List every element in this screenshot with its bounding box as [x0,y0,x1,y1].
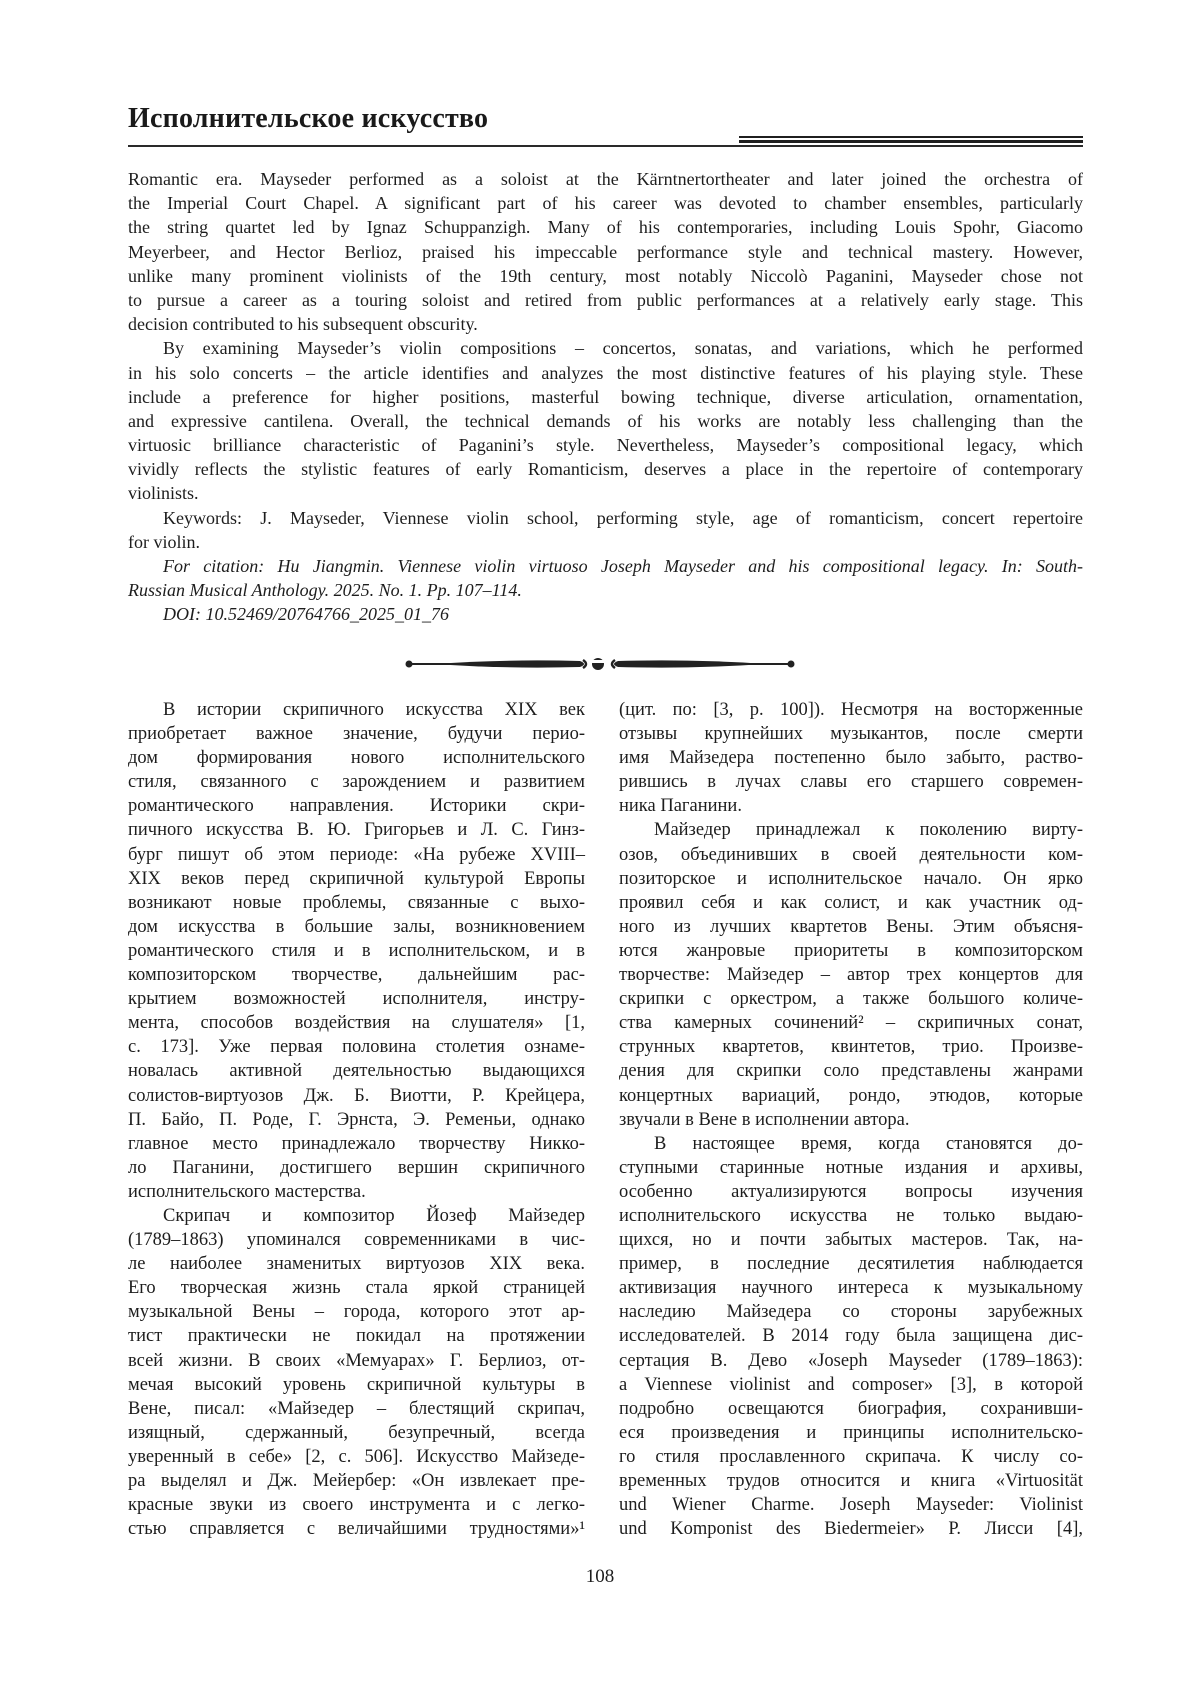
text-line: композиторском творчестве, дальнейшим рас- [128,965,585,986]
paragraph [128,602,1083,626]
text-line: the Imperial Court Chapel. A significant part of his career was devoted to chamber ensembles, particularly [128,193,1083,214]
paragraph [128,506,1083,554]
text-line: озов, объединивших в своей деятельности ком- [619,844,1083,865]
text-line: in his solo concerts – the article identifies and analyzes the most distinctive features of his playing style. These [128,362,1083,383]
paragraph [619,698,1083,818]
text-line: сертация В. Дево «Joseph Mayseder (1789–1863): [619,1350,1083,1371]
text-line: Майзедер принадлежал к поколению вирту- [654,820,1083,841]
text-line: мечая высокий уровень скрипичной культуры в [128,1374,585,1395]
text-line: щихся, но и почти забытых мастеров. Так, на- [619,1230,1083,1251]
text-line: Keywords: J. Mayseder, Viennese violin school, performing style, age of romanticism, concert repertoire [163,507,1083,528]
text-line: ло Паганини, достигшего вершин скрипичного [128,1157,585,1178]
text-line: творчестве: Майзедер – автор трех концертов для [619,965,1083,986]
text-line: уверенный в себе» [2, с. 506]. Искусство Майзеде- [128,1446,585,1467]
text-line: дом искусства в большие залы, возникновением [128,916,585,937]
text-line: В настоящее время, когда становятся до- [654,1133,1083,1154]
text-line: крытием возможностей исполнителя, инстру- [128,989,585,1010]
text-line: концертных вариаций, рондо, этюдов, которые [619,1085,1083,1106]
text-line: позиторское и исполнительское начало. Он ярко [619,868,1083,889]
text-line: с. 173]. Уже первая половина столетия ознаме- [128,1037,585,1058]
text-line: und Wiener Charme. Joseph Mayseder: Violinist [619,1495,1083,1516]
text-line: ра выделял и Дж. Мейербер: «Он извлекает пре- [128,1471,585,1491]
text-line: имя Майзедера постепенно было забыто, раство- [619,748,1083,769]
text-line: дения для скрипки соло представлены жанрами [619,1061,1083,1082]
text-line: пример, в последние десятилетия наблюдается [619,1254,1083,1275]
text-line: стиля, связанного с зарождением и развитием [128,772,585,793]
text-line: романтического стиля и в исполнительском, и в [128,940,585,961]
paragraph [619,818,1083,1131]
text-line: violinists. [128,483,199,504]
paragraph [128,698,585,1204]
text-line: подробно освещаются биография, сохранивши- [619,1398,1083,1419]
text-line: XIX веков перед скрипичной культурой Европы [128,868,585,889]
text-line: солистов-виртуозов Дж. Б. Виотти, Р. Крейцера, [128,1085,585,1106]
text-line: отзывы крупнейших музыкантов, после смерти [619,724,1083,745]
text-line: музыкальной Вены – города, которого этот ар- [128,1302,585,1323]
text-line: (1789–1863) упоминался современниками в чис- [128,1230,585,1251]
text-line: исполнительского искусства не только выдаю- [619,1205,1083,1226]
page-number: 108 [585,1566,615,1587]
text-line: Meyerbeer, and Hector Berlioz, praised his impeccable performance style and technical mastery. However, [128,241,1083,262]
paragraph [128,167,1083,336]
text-line: unlike many prominent violinists of the 19th century, most notably Niccolò Paganini, Mayseder chose not [128,265,1083,286]
text-line: ются жанровые приоритеты в композиторском [619,940,1083,961]
section-divider-ornament [405,654,795,674]
text-line: активизация научного интереса к музыкальному [619,1278,1083,1299]
text-line: (цит. по: [3, p. 100]). Несмотря на восторженные [619,700,1083,720]
text-line: временных трудов относится и книга «Virtuosität [619,1471,1083,1491]
text-line: decision contributed to his subsequent obscurity. [128,314,478,335]
header-decorative-rule [739,136,1083,138]
paragraph [128,554,1083,602]
text-line: исполнительского мастерства. [128,1181,366,1202]
header-rule [128,145,1083,147]
text-line: the string quartet led by Ignaz Schuppanzigh. Many of his contemporaries, including Louis Spohr, Giacomo [128,217,1083,238]
text-line: наследию Майзедера со стороны зарубежных [619,1302,1083,1323]
text-line: еся произведения и принципы исполнительско- [619,1422,1083,1443]
text-line: тист практически не покидал на протяжении [128,1326,585,1347]
text-line: го стиля прославленного скрипача. К числу со- [619,1446,1083,1467]
header-decorative-rule [739,140,1083,143]
text-line: for violin. [128,531,200,552]
text-line: приобретает важное значение, будучи перио- [128,724,585,745]
text-line: дом формирования нового исполнительского [128,748,585,769]
text-line: ного из лучших квартетов Вены. Этим объясня- [619,916,1083,937]
text-line: Вене, писал: «Майзедер – блестящий скрипач, [128,1398,585,1419]
text-line: Romantic era. Mayseder performed as a soloist at the Kärntnertortheater and later joined the orchestra of [128,169,1083,189]
text-line: und Komponist des Biedermeier» Р. Лисси [4], [619,1519,1083,1540]
text-line: рившись в лучах славы его старшего современ- [619,772,1083,793]
text-line: проявил себя и как солист, и как участник од- [619,892,1083,913]
text-line: DOI: 10.52469/20764766_2025_01_76 [163,604,449,625]
text-line: особенно актуализируются вопросы изучения [619,1181,1083,1202]
text-line: Скрипач и композитор Йозеф Майзедер [163,1205,585,1226]
paragraph [619,1132,1083,1542]
text-line: Russian Musical Anthology. 2025. No. 1. Pp. 107–114. [128,580,522,601]
text-line: романтического направления. Историки скри- [128,796,585,817]
text-line: В истории скрипичного искусства XIX век [163,700,585,720]
abstract [128,167,1083,627]
text-line: бург пишут об этом периоде: «На рубеже XVIII– [128,844,585,865]
text-line: virtuosic brilliance characteristic of Paganini’s style. Nevertheless, Mayseder’s compositional legacy, which [128,435,1083,456]
section-title: Исполнительское искусство [128,103,489,134]
text-line: ника Паганини. [619,796,742,817]
text-line: ле наиболее знаменитых виртуозов XIX века. [128,1254,585,1275]
text-line: include a preference for higher positions, masterful bowing technique, diverse articulation, ornamentation, [128,386,1083,407]
text-line: and expressive cantilena. Overall, the technical demands of his works are notably less challenging than the [128,410,1083,431]
paragraph [128,1204,585,1541]
text-line: красные звуки из своего инструмента и с легко- [128,1495,585,1516]
text-line: to pursue a career as a touring soloist and retired from public performances at a relatively early stage. This [128,289,1083,310]
text-line: For citation: Hu Jiangmin. Viennese violin virtuoso Joseph Mayseder and his compositional legacy. In: South- [163,556,1083,576]
text-line: a Viennese violinist and composer» [3], в которой [619,1374,1083,1395]
text-line: стью справляется с величайшими трудностями»¹ [128,1519,585,1540]
text-line: By examining Mayseder’s violin compositions – concertos, sonatas, and variations, which he performed [163,338,1083,359]
text-line: ства камерных сочинений² – скрипичных сонат, [619,1013,1083,1034]
text-line: изящный, сдержанный, безупречный, всегда [128,1422,585,1443]
text-line: всей жизни. В своих «Мемуарах» Г. Берлиоз, от- [128,1350,585,1371]
text-line: пичного искусства В. Ю. Григорьев и Л. С. Гинз- [128,820,585,841]
text-line: мента, способов воздействия на слушателя» [1, [128,1013,585,1034]
text-line: ступными старинные нотные издания и архивы, [619,1157,1083,1178]
body-column-left [128,698,585,1541]
paragraph [128,336,1083,505]
text-line: Его творческая жизнь стала яркой страницей [128,1278,585,1299]
text-line: vividly reflects the stylistic features of early Romanticism, deserves a place in the repertoire of contemporary [128,459,1083,480]
text-line: исследователей. В 2014 году была защищена дис- [619,1326,1083,1347]
text-line: возникают новые проблемы, связанные с выхо- [128,892,585,913]
text-line: новалась активной деятельностью выдающихся [128,1061,585,1082]
text-line: скрипки с оркестром, а также большого количе- [619,989,1083,1010]
text-line: струнных квартетов, квинтетов, трио. Произве- [619,1037,1083,1058]
text-line: звучали в Вене в исполнении автора. [619,1109,910,1130]
text-line: главное место принадлежало творчеству Никко- [128,1133,585,1154]
text-line: П. Байо, П. Роде, Г. Эрнста, Э. Ременьи, однако [128,1109,585,1130]
body-column-right [619,698,1083,1541]
